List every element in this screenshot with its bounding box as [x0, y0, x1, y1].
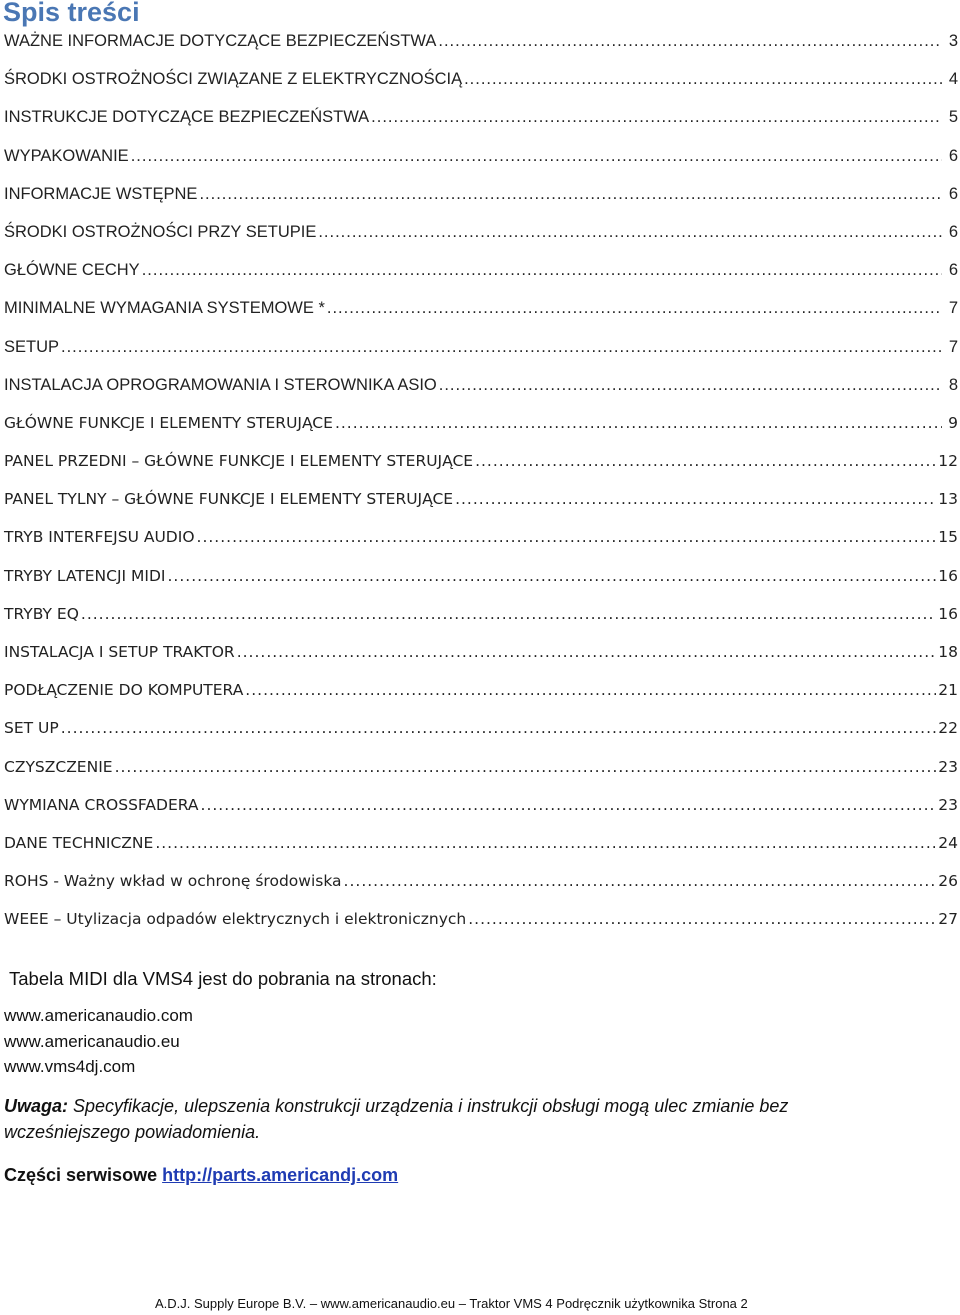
toc-dot-leader [168, 567, 937, 585]
toc-entry[interactable] [4, 147, 960, 185]
toc-entry-label: INSTALACJA I SETUP TRAKTOR [4, 643, 235, 661]
toc-entry-page: 9 [948, 413, 958, 432]
toc-entry-label: PODŁĄCZENIE DO KOMPUTERA [4, 681, 244, 700]
toc-entry-label: PANEL PRZEDNI – GŁÓWNE FUNKCJE I ELEMENTY STERUJĄCE [4, 452, 474, 471]
toc-dot-leader [327, 299, 942, 318]
toc-dot-leader [464, 70, 942, 89]
toc-dot-leader [201, 796, 937, 814]
toc-dot-leader [142, 261, 942, 280]
toc-entry-label: PANEL TYLNY – GŁÓWNE FUNKCJE I ELEMENTY STERUJĄCE [4, 490, 454, 509]
toc-entry-page: 7 [948, 299, 958, 318]
toc-entry-label: ROHS - Ważny wkład w ochronę środowiska [4, 872, 342, 891]
toc-entry-label: WYMIANA CROSSFADERA [4, 795, 199, 814]
toc-entry[interactable] [4, 261, 960, 299]
toc-entry-label: SETUP [4, 337, 60, 356]
toc-dot-leader [455, 490, 936, 508]
toc-entry-label: WYPAKOWANIE [4, 146, 129, 165]
toc-entry-page: 13 [938, 490, 958, 509]
toc-entry-label: INSTALACJA OPROGRAMOWANIA I STEROWNIKA ASIO [4, 375, 437, 394]
toc-entry-label: DANE TECHNICZNE [4, 833, 154, 852]
toc-entry-page: 8 [948, 375, 958, 394]
toc-dot-leader [197, 528, 937, 546]
toc-dot-leader [438, 32, 942, 51]
toc-entry[interactable] [4, 414, 960, 452]
toc-dot-leader [344, 872, 937, 890]
toc-entry[interactable] [4, 834, 960, 872]
toc-entry-label: ŚRODKI OSTROŻNOŚCI ZWIĄZANE Z ELEKTRYCZNOŚCIĄ [4, 70, 463, 89]
toc-entry-label: ŚRODKI OSTROŻNOŚCI PRZY SETUPIE [4, 222, 317, 241]
midi-table-note: Tabela MIDI dla VMS4 jest do pobrania na stronach: [9, 968, 437, 989]
toc-entry-label: GŁÓWNE FUNKCJE I ELEMENTY STERUJĄCE [4, 413, 333, 432]
toc-entry-label: TRYB INTERFEJSU AUDIO [4, 528, 195, 547]
warning-text: Specyfikacje, ulepszenia konstrukcji urządzenia i instrukcji obsługi mogą ulec zmianie bez wcześniejszego powiadomienia. [4, 1096, 789, 1142]
toc-dot-leader [371, 108, 942, 127]
toc-entry[interactable] [4, 605, 960, 643]
toc-entry[interactable] [4, 108, 960, 146]
toc-entry-page: 15 [938, 528, 958, 547]
toc-entry[interactable] [4, 910, 960, 948]
website-list [4, 1006, 193, 1083]
toc-dot-leader [131, 147, 942, 166]
service-parts-link[interactable]: http://parts.americandj.com [162, 1165, 399, 1185]
toc-entry-page: 6 [948, 146, 958, 165]
toc-entry[interactable] [4, 32, 960, 70]
service-parts [4, 1165, 398, 1186]
toc-entry-label: GŁÓWNE CECHY [4, 261, 140, 280]
toc-dot-leader [439, 376, 942, 395]
toc-dot-leader [155, 834, 936, 852]
toc-entry-page: 16 [938, 566, 958, 585]
toc-entry-page: 4 [948, 70, 958, 89]
toc-entry-page: 26 [938, 872, 958, 891]
toc-entry-page: 12 [938, 452, 958, 471]
toc-dot-leader [318, 223, 942, 242]
toc-entry-page: 21 [938, 681, 958, 700]
website-link[interactable]: www.americanaudio.eu [4, 1031, 180, 1051]
toc-entry[interactable] [4, 185, 960, 223]
toc-entry[interactable] [4, 681, 960, 719]
toc-entry-page: 23 [938, 757, 958, 776]
toc-entry-page: 22 [938, 719, 958, 738]
toc-entry-label: CZYSZCZENIE [4, 757, 113, 776]
toc-entry-label: SET UP [4, 719, 59, 738]
website-link[interactable]: www.americanaudio.com [4, 1006, 193, 1025]
toc-entry[interactable] [4, 452, 960, 490]
toc-entry[interactable] [4, 872, 960, 910]
toc-dot-leader [245, 681, 936, 699]
toc-dot-leader [237, 643, 937, 661]
toc-entry-page: 3 [948, 32, 958, 50]
toc-entry-page: 6 [948, 261, 958, 280]
toc-dot-leader [81, 605, 936, 623]
toc-entry-label: WEEE – Utylizacja odpadów elektrycznych i elektronicznych [4, 910, 467, 929]
toc-entry[interactable] [4, 796, 960, 834]
toc-dot-leader [468, 910, 936, 928]
toc-entry-page: 5 [948, 108, 958, 127]
toc-entry[interactable] [4, 719, 960, 757]
toc-entry-page: 18 [938, 643, 958, 661]
toc-dot-leader [61, 338, 942, 357]
toc-entry-page: 27 [938, 910, 958, 929]
toc-entry-label: TRYBY EQ [4, 604, 79, 623]
toc-entry[interactable] [4, 223, 960, 261]
toc-entry-page: 6 [948, 222, 958, 241]
toc-dot-leader [335, 414, 942, 432]
toc-entry[interactable] [4, 528, 960, 566]
toc-entry[interactable] [4, 338, 960, 376]
toc-entry-page: 7 [948, 337, 958, 356]
toc-entry[interactable] [4, 643, 960, 681]
toc-entry[interactable] [4, 567, 960, 605]
toc-entry-page: 23 [938, 795, 958, 814]
toc-dot-leader [61, 719, 937, 737]
toc-entry-label: TRYBY LATENCJI MIDI [4, 566, 166, 585]
toc-entry-page: 6 [948, 184, 958, 203]
warning-heading: Uwaga: [4, 1096, 69, 1116]
toc-entry[interactable] [4, 299, 960, 337]
toc-dot-leader [115, 758, 937, 776]
page-footer: A.D.J. Supply Europe B.V. – www.americanaudio.eu – Traktor VMS 4 Podręcznik użytkownika Strona 2 [155, 1296, 748, 1311]
toc-entry-label: INSTRUKCJE DOTYCZĄCE BEZPIECZEŃSTWA [4, 108, 370, 127]
toc-entry-page: 16 [938, 604, 958, 623]
page-title: Spis treści [3, 0, 140, 27]
toc-entry-label: MINIMALNE WYMAGANIA SYSTEMOWE * [4, 299, 325, 318]
toc-entry-page: 24 [938, 833, 958, 852]
toc-entry[interactable] [4, 376, 960, 414]
toc-entry[interactable] [4, 758, 960, 796]
toc-dot-leader [199, 185, 942, 204]
toc-entry-label: INFORMACJE WSTĘPNE [4, 184, 198, 203]
toc-entry[interactable] [4, 490, 960, 528]
table-of-contents [4, 32, 960, 949]
toc-dot-leader [475, 452, 936, 470]
toc-entry-label: WAŻNE INFORMACJE DOTYCZĄCE BEZPIECZEŃSTWA [4, 32, 437, 50]
warning-notice [4, 1093, 904, 1145]
toc-entry[interactable] [4, 70, 960, 108]
website-link[interactable]: www.vms4dj.com [4, 1057, 136, 1076]
service-parts-label: Części serwisowe [4, 1165, 163, 1185]
